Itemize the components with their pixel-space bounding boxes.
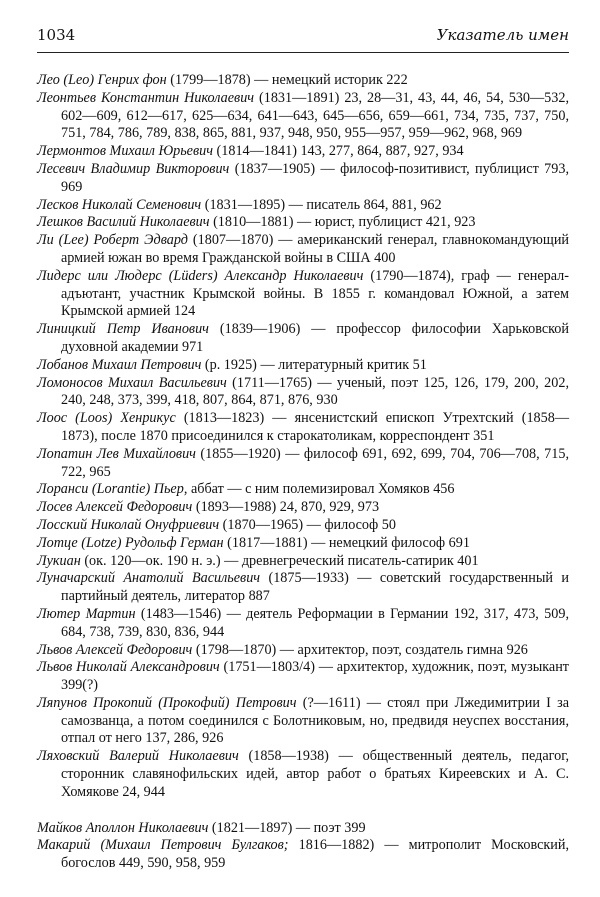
entry-details: (1893—1988) 24, 870, 929, 973 [192,499,380,516]
index-entry [37,481,569,499]
entry-details: (1810—1881) — юрист, публицист 421, 923 [209,214,476,231]
entry-details: (1813—1823) — янсенистский епископ Утрехтский (1858—1873), после 1870 присоединился к старокатоликам, корреспондент 351 [61,410,570,444]
index-section-l [37,72,569,802]
entry-name: Лоос (Loos) Хенрикус [37,410,176,427]
index-entry [37,535,569,553]
index-entry [37,214,569,232]
entry-name: Лосев Алексей Федорович [37,499,193,516]
entry-name: Ляпунов Прокопий (Прокофий) Петрович [37,694,297,711]
entry-name: Лукиан [37,552,81,569]
entry-name: Леонтьев Константин Николаевич [37,89,255,106]
entry-details: (1483—1546) — деятель Реформации в Германии 192, 317, 473, 509, 684, 738, 739, 830, 836, 944 [61,605,569,640]
entry-details: (1798—1870) — архитектор, поэт, создатель гимна 926 [192,641,528,658]
entry-name: Макарий (Михаил Петрович Булгаков; [37,837,289,854]
entry-details: (1711—1765) — ученый, поэт 125, 126, 179, 200, 202, 240, 248, 373, 399, 418, 807, 864, 871, 876, 930 [61,374,569,409]
running-title: Указатель имен [436,26,569,44]
entry-details: (1831—1895) — писатель 864, 881, 962 [201,196,442,213]
entry-details: (1858—1938) — общественный деятель, педагог, сторонник славянофильских идей, автор работ о братьях Киреевских и А. С. Хомякове 24, 944 [61,748,569,800]
entry-name: Ломоносов Михаил Васильевич [37,374,227,391]
entry-details: 1816—1882) — митрополит Московский, богослов 449, 590, 958, 959 [61,837,569,872]
entry-name: Лео (Leo) Генрих фон [37,72,167,88]
entry-details: (ок. 120—ок. 190 н. э.) — древнегреческий писатель-сатирик 401 [80,552,479,569]
entry-details: (1870—1965) — философ 50 [219,516,396,533]
index-entry [37,161,569,197]
entry-details: (1839—1906) — профессор философии Харьковской духовной академии 971 [61,321,569,355]
page-header [37,22,569,53]
index-entry [37,553,569,571]
index-entry [37,748,569,801]
entry-name: Лосский Николай Онуфриевич [37,516,220,533]
entry-details: (1875—1933) — советский государственный и партийный деятель, литератор 887 [61,570,569,605]
entry-details: , аббат — с ним полемизировал Хомяков 456 [183,481,455,498]
index-entry [37,232,569,268]
entry-name: Лютер Мартин [37,605,136,622]
index-entry [37,517,569,535]
entry-name: Лопатин Лев Михайлович [37,445,196,462]
entry-details: (р. 1925) — литературный критик 51 [201,356,427,373]
entry-details: (1837—1905) — философ-позитивист, публицист 793, 969 [61,160,569,195]
index-entry [37,695,569,748]
name-index [37,72,569,873]
entry-details: (1855—1920) — философ 691, 692, 699, 704, 706—708, 715, 722, 965 [61,445,569,480]
index-entry [37,197,569,215]
index-entry [37,321,569,357]
entry-name: Лотце (Lotze) Рудольф Герман [37,534,224,551]
section-gap [37,802,569,820]
index-entry [37,375,569,411]
index-entry [37,570,569,606]
entry-details: (1817—1881) — немецкий философ 691 [223,534,470,551]
entry-details: (?—1611) — стоял при Лжедимитрии I за самозванца, а потом соединился с Болотниковым, но, предвидя неуспех восстания, отпал от него 137, 286, 926 [61,694,570,747]
page-number: 1034 [37,26,76,44]
entry-name: Львов Алексей Федорович [37,641,193,658]
index-entry [37,357,569,375]
entry-name: Луначарский Анатолий Васильевич [37,570,261,587]
index-entry [37,90,569,143]
entry-details: (1821—1897) — поэт 399 [208,819,366,836]
index-entry [37,143,569,161]
entry-name: Лермонтов Михаил Юрьевич [37,143,213,160]
entry-details: (1799—1878) — немецкий историк 222 [166,72,408,88]
entry-name: Лобанов Михаил Петрович [37,356,202,373]
index-entry [37,410,569,446]
entry-name: Лесков Николай Семенович [37,196,202,213]
entry-details: (1807—1870) — американский генерал, главнокомандующий армией южан во время Гражданской войны в США 400 [61,232,570,266]
entry-details: (1790—1874), граф — генерал-адъютант, участник Крымской войны. В 1855 г. командовал Южной, а затем Крымской армией 124 [61,267,569,320]
entry-name: Лесевич Владимир Викторович [37,160,230,177]
index-entry [37,72,569,90]
index-entry [37,837,569,873]
entry-name: Лешков Василий Николаевич [37,214,210,231]
entry-details: (1831—1891) 23, 28—31, 43, 44, 46, 54, 530—532, 602—609, 612—617, 625—634, 641—643, 645—656, 659—661, 734, 735, 737, 750, 751, 784, 786, 789, 838, 865, 881, 937, 948, 950, 955—957, 959—962, 968, 969 [61,89,569,142]
entry-name: Линицкий Петр Иванович [37,321,209,338]
index-entry [37,499,569,517]
index-entry [37,642,569,660]
entry-name: Ли (Lee) Роберт Эдвард [37,232,188,249]
index-entry [37,659,569,695]
entry-name: Майков Аполлон Николаевич [37,819,209,836]
entry-name: Львов Николай Александрович [37,659,220,676]
index-entry [37,268,569,321]
index-entry [37,446,569,482]
index-entry [37,820,569,838]
entry-name: Ляховский Валерий Николаевич [37,748,239,765]
index-entry [37,606,569,642]
entry-name: Лидерс или Людерс (Lüders) Александр Николаевич [37,267,364,284]
entry-details: (1751—1803/4) — архитектор, художник, поэт, музыкант 399(?) [61,659,569,694]
entry-details: (1814—1841) 143, 277, 864, 887, 927, 934 [212,143,464,160]
entry-name: Лоранси (Lorantie) Пьер [37,481,184,498]
index-section-m [37,820,569,873]
